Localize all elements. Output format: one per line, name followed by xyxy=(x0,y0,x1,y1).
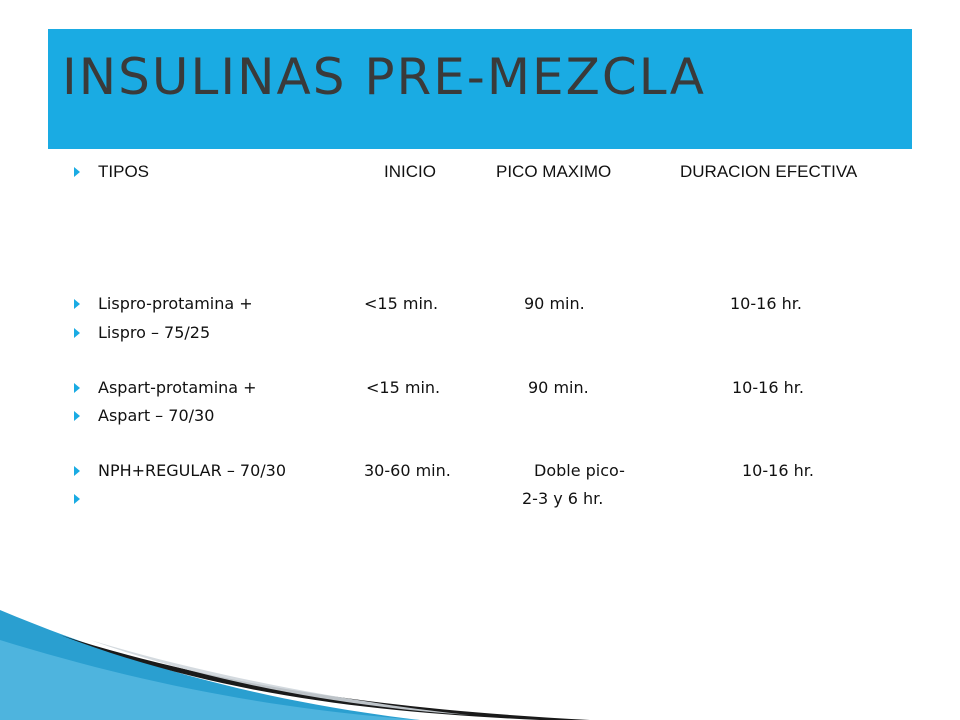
bullet-arrow-icon xyxy=(74,383,80,393)
cell-tipo: Lispro – 75/25 xyxy=(98,323,211,342)
header-pico-maximo: PICO MAXIMO xyxy=(496,162,612,181)
table-row xyxy=(0,377,960,399)
bullet-arrow-icon xyxy=(74,299,80,309)
bullet-arrow-icon xyxy=(74,466,80,476)
cell-duracion: 10-16 hr. xyxy=(742,461,814,480)
cell-inicio: 30-60 min. xyxy=(364,461,451,480)
decorative-swoosh xyxy=(0,610,600,720)
cell-tipo: Lispro-protamina + xyxy=(98,294,253,313)
table-row xyxy=(0,488,960,510)
table-row xyxy=(0,405,960,427)
table-row xyxy=(0,293,960,315)
header-duracion-efectiva: DURACION EFECTIVA xyxy=(680,162,858,181)
cell-duracion: 10-16 hr. xyxy=(732,378,804,397)
cell-inicio: <15 min. xyxy=(364,294,439,313)
cell-duracion: 10-16 hr. xyxy=(730,294,802,313)
header-inicio: INICIO xyxy=(384,162,436,181)
cell-tipo: Aspart-protamina + xyxy=(98,378,257,397)
cell-pico: Doble pico- xyxy=(534,461,625,480)
cell-pico: 90 min. xyxy=(524,294,585,313)
table-row xyxy=(0,322,960,344)
cell-tipo: NPH+REGULAR – 70/30 xyxy=(98,461,287,480)
bullet-arrow-icon xyxy=(74,167,80,177)
cell-tipo: Aspart – 70/30 xyxy=(98,406,215,425)
bullet-arrow-icon xyxy=(74,328,80,338)
cell-pico: 2-3 y 6 hr. xyxy=(522,489,604,508)
table-row xyxy=(0,460,960,482)
header-row xyxy=(0,161,960,183)
cell-pico: 90 min. xyxy=(528,378,589,397)
bullet-arrow-icon xyxy=(74,411,80,421)
bullet-arrow-icon xyxy=(74,494,80,504)
header-tipos: TIPOS xyxy=(98,162,150,181)
slide-title: INSULINAS PRE-MEZCLA xyxy=(62,48,706,106)
cell-inicio: <15 min. xyxy=(366,378,441,397)
